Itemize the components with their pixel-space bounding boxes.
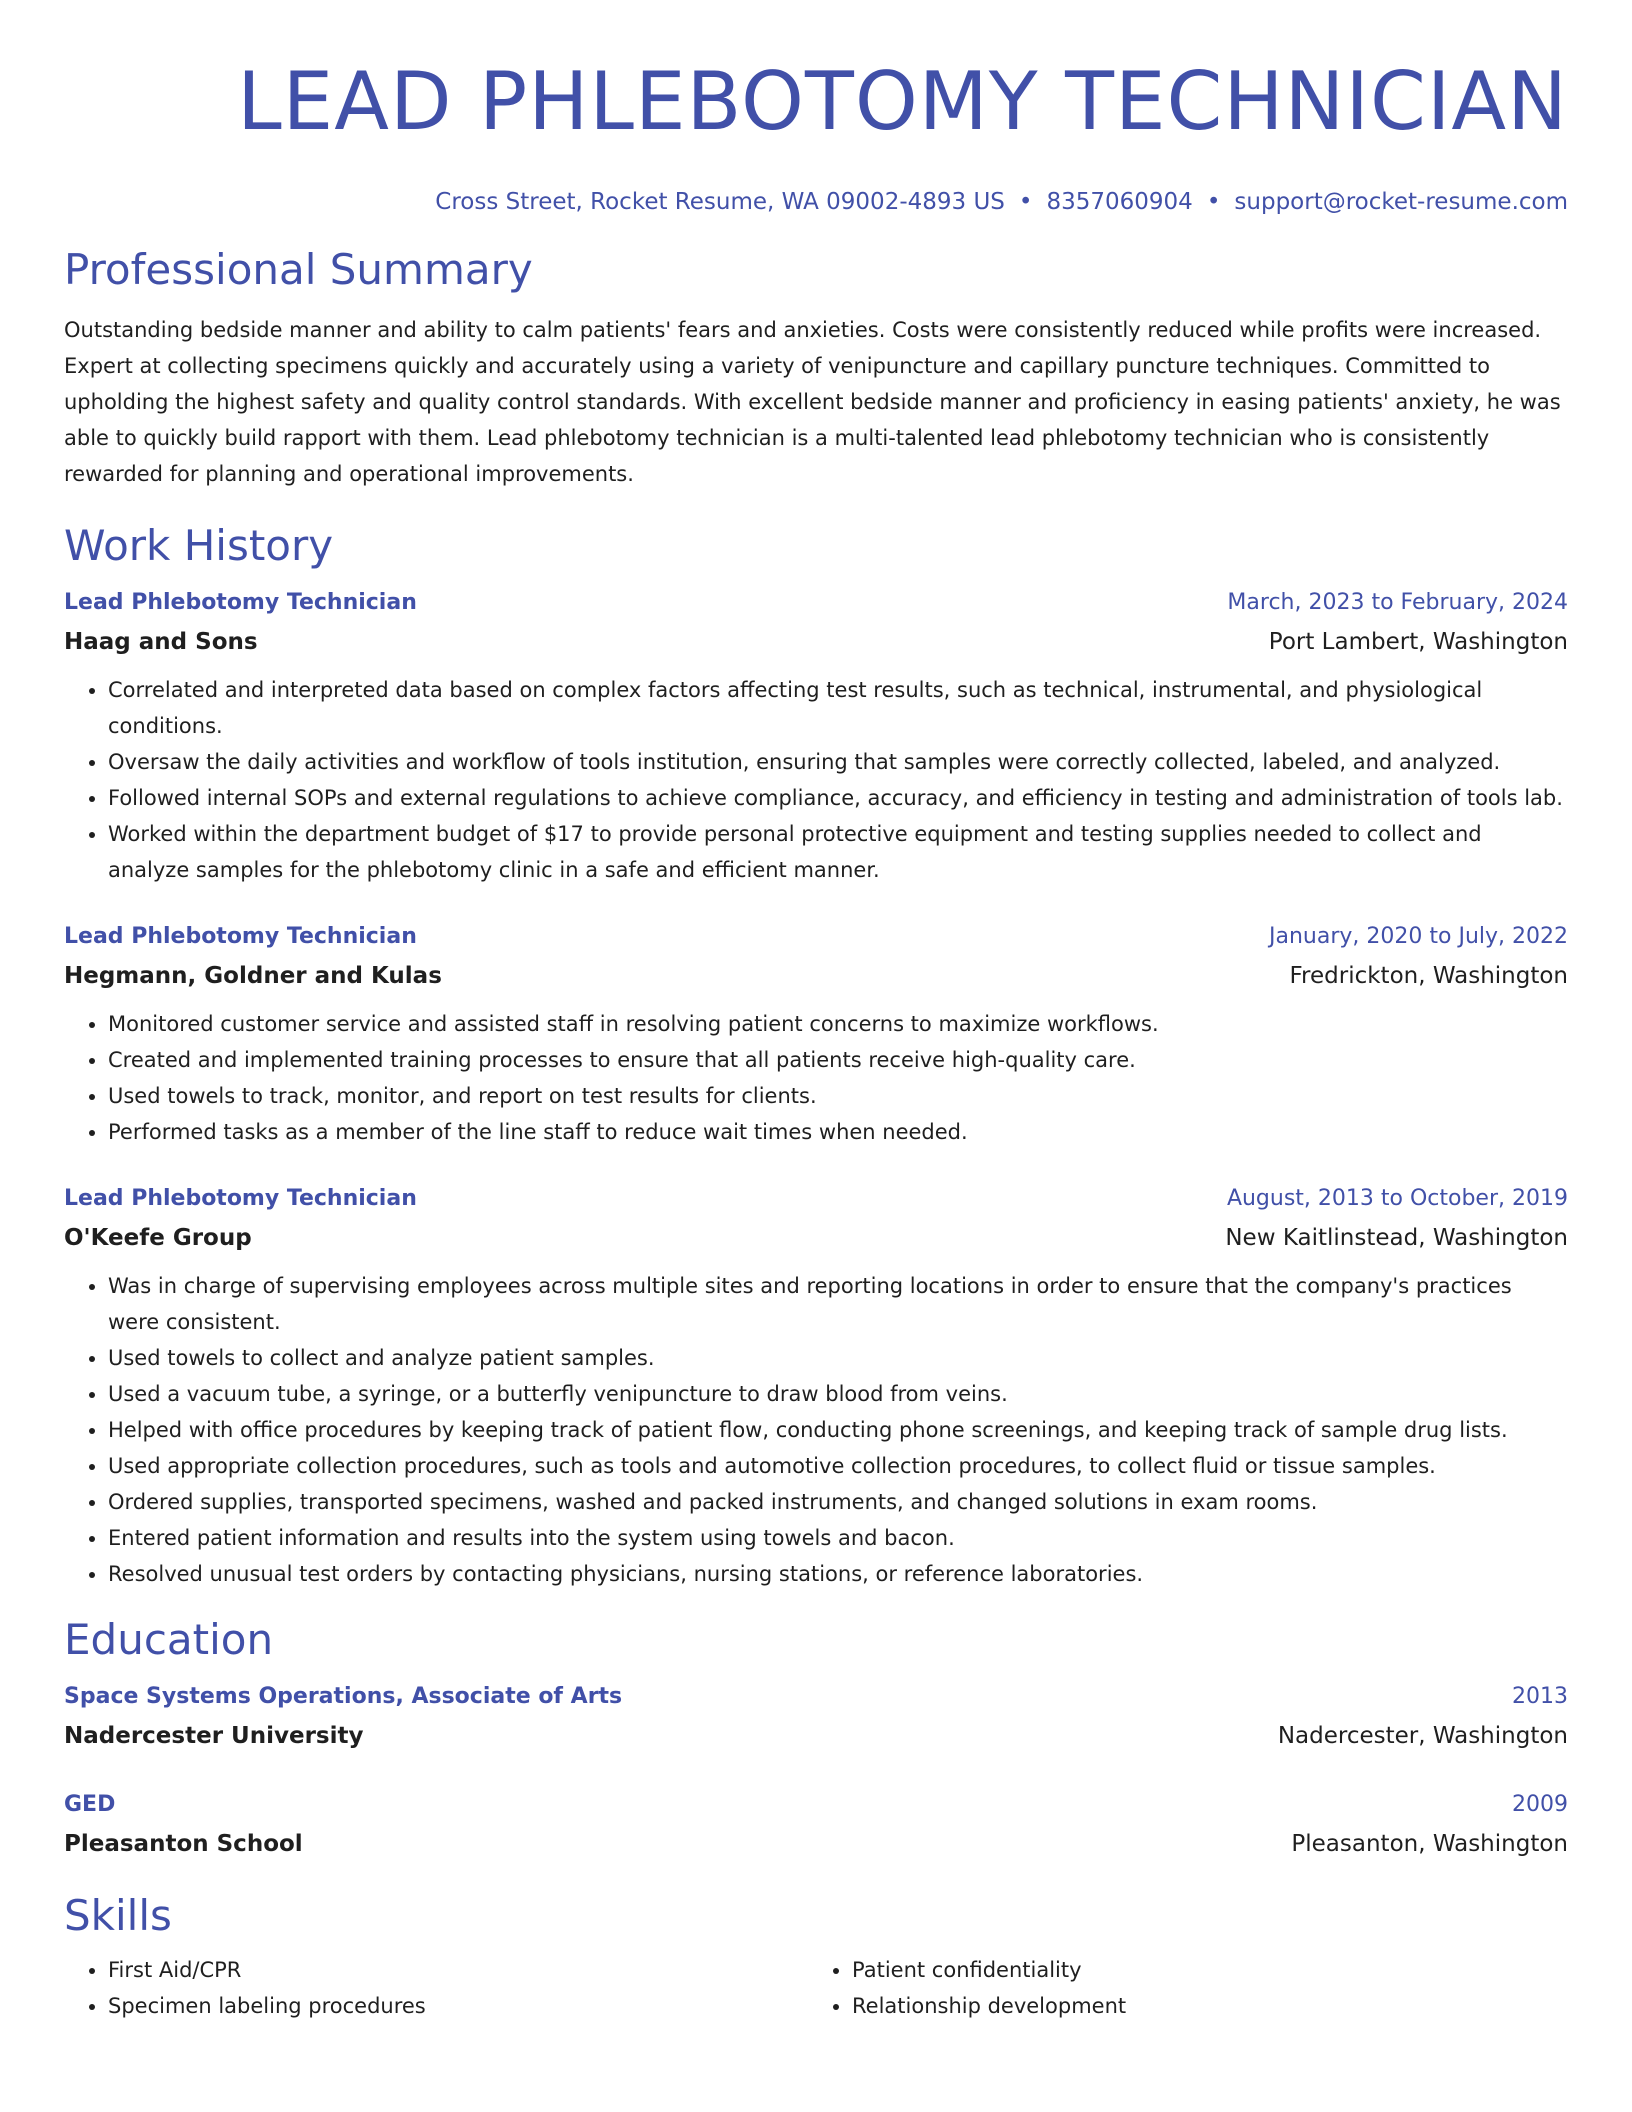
- job-bullet: • Used towels to track, monitor, and report on test results for clients.: [108, 1078, 1568, 1114]
- education-heading: Education: [64, 1615, 274, 1664]
- work-history-heading: Work History: [64, 521, 334, 570]
- job-bullets: [64, 1006, 1568, 1150]
- education-year: 2009: [1512, 1792, 1568, 1817]
- job-bullet: • Used appropriate collection procedures, such as tools and automotive collection procedures, to collect fluid or tissue samples.: [108, 1448, 1568, 1484]
- job-bullet: • Followed internal SOPs and external regulations to achieve compliance, accuracy, and efficiency in testing and administration of tools lab.: [108, 780, 1568, 816]
- job-bullet: • Helped with office procedures by keeping track of patient flow, conducting phone screenings, and keeping track of sample drug lists.: [108, 1412, 1568, 1448]
- education-entry: [64, 1786, 1568, 1864]
- skills-heading: Skills: [64, 1891, 172, 1940]
- contact-separator: •: [1018, 189, 1033, 215]
- education-year: 2013: [1512, 1684, 1568, 1709]
- summary-text: Outstanding bedside manner and ability to calm patients' fears and anxieties. Costs were consistently reduced while profits were increased. Expert at collecting specimens quickly and accurately using a variety of venipuncture and capillary puncture techniques. Committed to upholding the highest safety and quality control standards. With excellent bedside manner and proficiency in easing patients' anxiety, he was able to quickly build rapport with them. Lead phlebotomy technician is a multi-talented lead phlebotomy technician who is consistently rewarded for planning and operational improvements.: [64, 318, 1561, 486]
- skill-item: • Specimen labeling procedures: [108, 1988, 808, 2024]
- education-school: Pleasanton School: [64, 1831, 303, 1857]
- job-bullet: • Performed tasks as a member of the line staff to reduce wait times when needed.: [108, 1114, 1568, 1150]
- job-bullet: • Monitored customer service and assisted staff in resolving patient concerns to maximize workflows.: [108, 1006, 1568, 1042]
- job-company: Hegmann, Goldner and Kulas: [64, 963, 442, 989]
- job-bullet: • Oversaw the daily activities and workflow of tools institution, ensuring that samples were correctly collected, labeled, and analyzed.: [108, 744, 1568, 780]
- work-history-section: [64, 520, 1568, 1592]
- summary-section: [64, 244, 1568, 492]
- job-bullet: • Used a vacuum tube, a syringe, or a butterfly venipuncture to draw blood from veins.: [108, 1376, 1568, 1412]
- job-role: Lead Phlebotomy Technician: [64, 924, 417, 949]
- skill-item: • Patient confidentiality: [852, 1952, 1552, 1988]
- job-company: O'Keefe Group: [64, 1225, 252, 1251]
- job-role: Lead Phlebotomy Technician: [64, 1186, 417, 1211]
- skill-item: • First Aid/CPR: [108, 1952, 808, 1988]
- job-bullet: • Worked within the department budget of $17 to provide personal protective equipment and testing supplies needed to collect and analyze samples for the phlebotomy clinic in a safe and efficient manner.: [108, 816, 1568, 888]
- job-location: Fredrickton, Washington: [1289, 963, 1568, 989]
- job-bullet: • Resolved unusual test orders by contacting physicians, nursing stations, or reference laboratories.: [108, 1556, 1568, 1592]
- job-bullet: • Correlated and interpreted data based on complex factors affecting test results, such as technical, instrumental, and physiological conditions.: [108, 672, 1568, 744]
- job-location: New Kaitlinstead, Washington: [1225, 1225, 1568, 1251]
- contact-phone: 8357060904: [1046, 189, 1193, 215]
- education-section: [64, 1614, 1568, 1864]
- education-entry: [64, 1678, 1568, 1756]
- resume-title: LEAD PHLEBOTOMY TECHNICIAN: [237, 55, 1568, 148]
- contact-separator: •: [1206, 189, 1221, 215]
- skills-columns: [64, 1942, 1568, 2024]
- job-bullet: • Entered patient information and results into the system using towels and bacon.: [108, 1520, 1568, 1556]
- skills-column-right: [808, 1942, 1552, 2024]
- job-entry: [64, 584, 1568, 888]
- job-role: Lead Phlebotomy Technician: [64, 590, 417, 615]
- job-dates: August, 2013 to October, 2019: [1226, 1186, 1568, 1211]
- job-bullet: • Used towels to collect and analyze patient samples.: [108, 1340, 1568, 1376]
- contact-email: support@rocket-resume.com: [1234, 189, 1568, 215]
- skills-column-left: [64, 1942, 808, 2024]
- summary-heading: Professional Summary: [64, 245, 533, 294]
- job-entry: [64, 1180, 1568, 1592]
- education-location: Pleasanton, Washington: [1291, 1831, 1568, 1857]
- job-entry: [64, 918, 1568, 1150]
- job-dates: January, 2020 to July, 2022: [1269, 924, 1568, 949]
- contact-line: [64, 186, 1568, 218]
- education-location: Nadercester, Washington: [1277, 1723, 1568, 1749]
- job-bullets: [64, 1268, 1568, 1592]
- job-dates: March, 2023 to February, 2024: [1227, 590, 1568, 615]
- skill-item: • Relationship development: [852, 1988, 1552, 2024]
- job-bullet: • Created and implemented training processes to ensure that all patients receive high-quality care.: [108, 1042, 1568, 1078]
- job-company: Haag and Sons: [64, 629, 258, 655]
- job-bullet: • Was in charge of supervising employees across multiple sites and reporting locations in order to ensure that the company's practices were consistent.: [108, 1268, 1568, 1340]
- contact-address: Cross Street, Rocket Resume, WA 09002-4893 US: [435, 189, 1005, 215]
- job-bullets: [64, 672, 1568, 888]
- education-school: Nadercester University: [64, 1723, 364, 1749]
- resume-page: [64, 0, 1568, 2024]
- skills-section: [64, 1890, 1568, 2024]
- job-bullet: • Ordered supplies, transported specimens, washed and packed instruments, and changed solutions in exam rooms.: [108, 1484, 1568, 1520]
- education-degree: GED: [64, 1792, 116, 1817]
- education-degree: Space Systems Operations, Associate of Arts: [64, 1684, 623, 1709]
- job-location: Port Lambert, Washington: [1268, 629, 1568, 655]
